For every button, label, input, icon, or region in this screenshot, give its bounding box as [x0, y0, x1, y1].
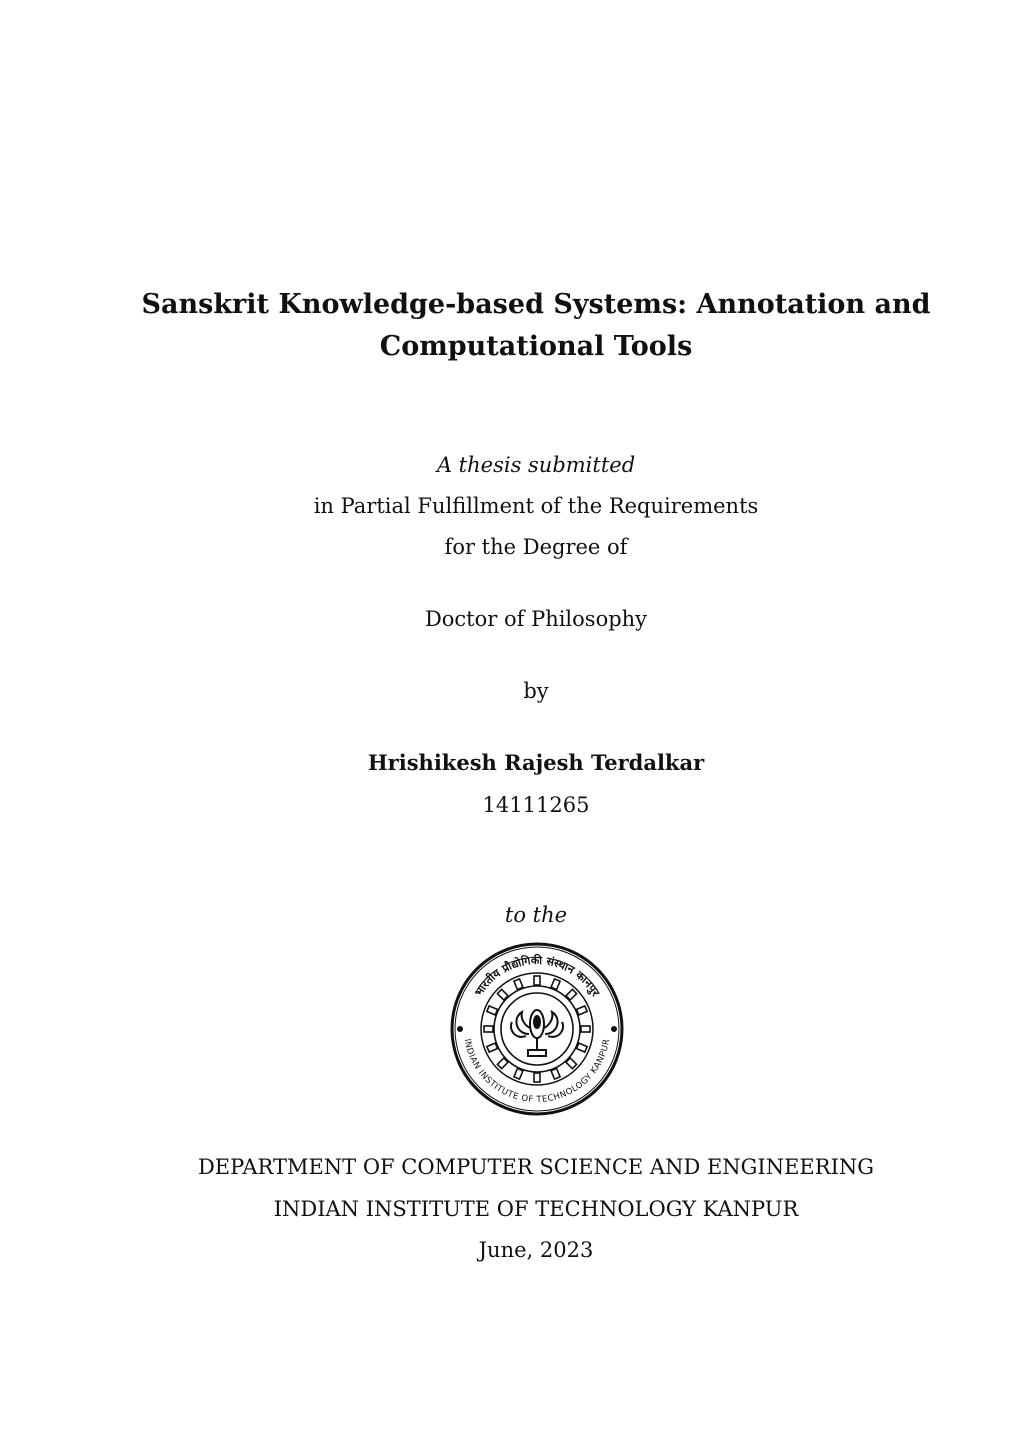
submission-date: June, 2023: [478, 1238, 594, 1262]
author-name: Hrishikesh Rajesh Terdalkar: [367, 750, 705, 775]
iit-kanpur-seal-logo: [450, 942, 624, 1116]
seal-english-text: INDIAN INSTITUTE OF TECHNOLOGY KANPUR: [461, 1037, 613, 1106]
submission-line-2: in Partial Fulfillment of the Requirements: [313, 494, 759, 518]
to-the-label: to the: [504, 903, 568, 927]
roll-number: 14111265: [482, 793, 590, 817]
submission-line-3: for the Degree of: [444, 535, 628, 559]
lamp-emblem-icon: [511, 1010, 563, 1056]
thesis-title-line-1: Sanskrit Knowledge-based Systems: Annotation and: [141, 289, 931, 320]
institute-name: INDIAN INSTITUTE OF TECHNOLOGY KANPUR: [273, 1197, 799, 1221]
department-name: DEPARTMENT OF COMPUTER SCIENCE AND ENGINEERING: [197, 1155, 875, 1179]
thesis-title-line-2: Computational Tools: [379, 331, 693, 362]
seal-hindi-text: भारतीय प्रौद्योगिकी संस्थान कानपुर: [471, 953, 603, 999]
submission-line-1: A thesis submitted: [436, 453, 636, 477]
degree-name: Doctor of Philosophy: [424, 607, 648, 631]
by-label: by: [523, 679, 549, 703]
